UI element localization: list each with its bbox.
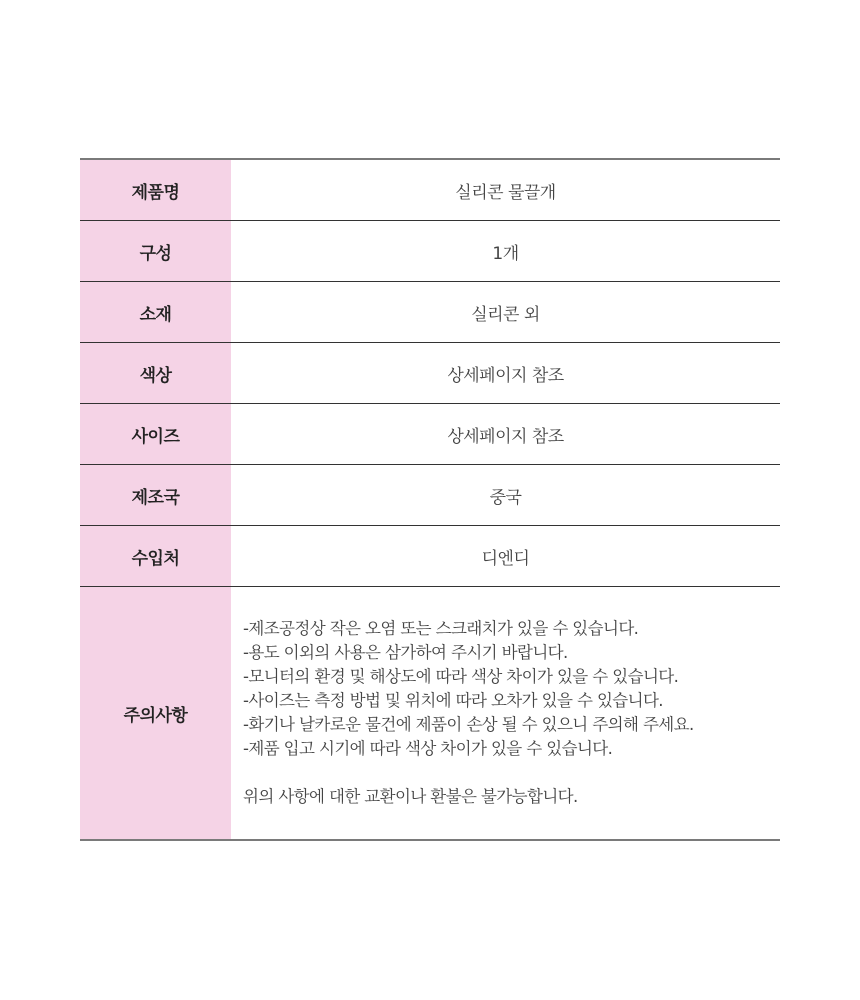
row-value: 상세페이지 참조 [231, 343, 780, 404]
table-row-country [80, 465, 780, 526]
row-label: 주의사항 [80, 587, 231, 841]
row-label: 구성 [80, 221, 231, 282]
row-label: 색상 [80, 343, 231, 404]
table-row-notice [80, 587, 780, 841]
notice-spacer [243, 761, 780, 785]
notice-line: -모니터의 환경 및 해상도에 따라 색상 차이가 있을 수 있습니다. [243, 667, 679, 686]
notice-line: -제품 입고 시기에 따라 색상 차이가 있을 수 있습니다. [243, 739, 613, 758]
notice-text-block [231, 587, 780, 841]
table-row-size [80, 404, 780, 465]
table-row-material [80, 282, 780, 343]
row-value: 상세페이지 참조 [231, 404, 780, 465]
row-value: 실리콘 외 [231, 282, 780, 343]
notice-line: -화기나 날카로운 물건에 제품이 손상 될 수 있으니 주의해 주세요. [243, 715, 694, 734]
notice-footer: 위의 사항에 대한 교환이나 환불은 불가능합니다. [243, 787, 578, 806]
row-label: 제조국 [80, 465, 231, 526]
row-value: 1개 [231, 221, 780, 282]
row-value: 중국 [231, 465, 780, 526]
row-value: 디엔디 [231, 526, 780, 587]
row-value: 실리콘 물끌개 [231, 159, 780, 221]
table-row-composition [80, 221, 780, 282]
table-row-product-name [80, 159, 780, 221]
notice-line: -용도 이외의 사용은 삼가하여 주시기 바랍니다. [243, 643, 568, 662]
table-row-importer [80, 526, 780, 587]
row-label: 수입처 [80, 526, 231, 587]
product-info-table [80, 158, 780, 841]
notice-line: -사이즈는 측정 방법 및 위치에 따라 오차가 있을 수 있습니다. [243, 691, 663, 710]
table-row-color [80, 343, 780, 404]
notice-line: -제조공정상 작은 오염 또는 스크래치가 있을 수 있습니다. [243, 619, 639, 638]
row-label: 제품명 [80, 159, 231, 221]
row-label: 사이즈 [80, 404, 231, 465]
row-label: 소재 [80, 282, 231, 343]
